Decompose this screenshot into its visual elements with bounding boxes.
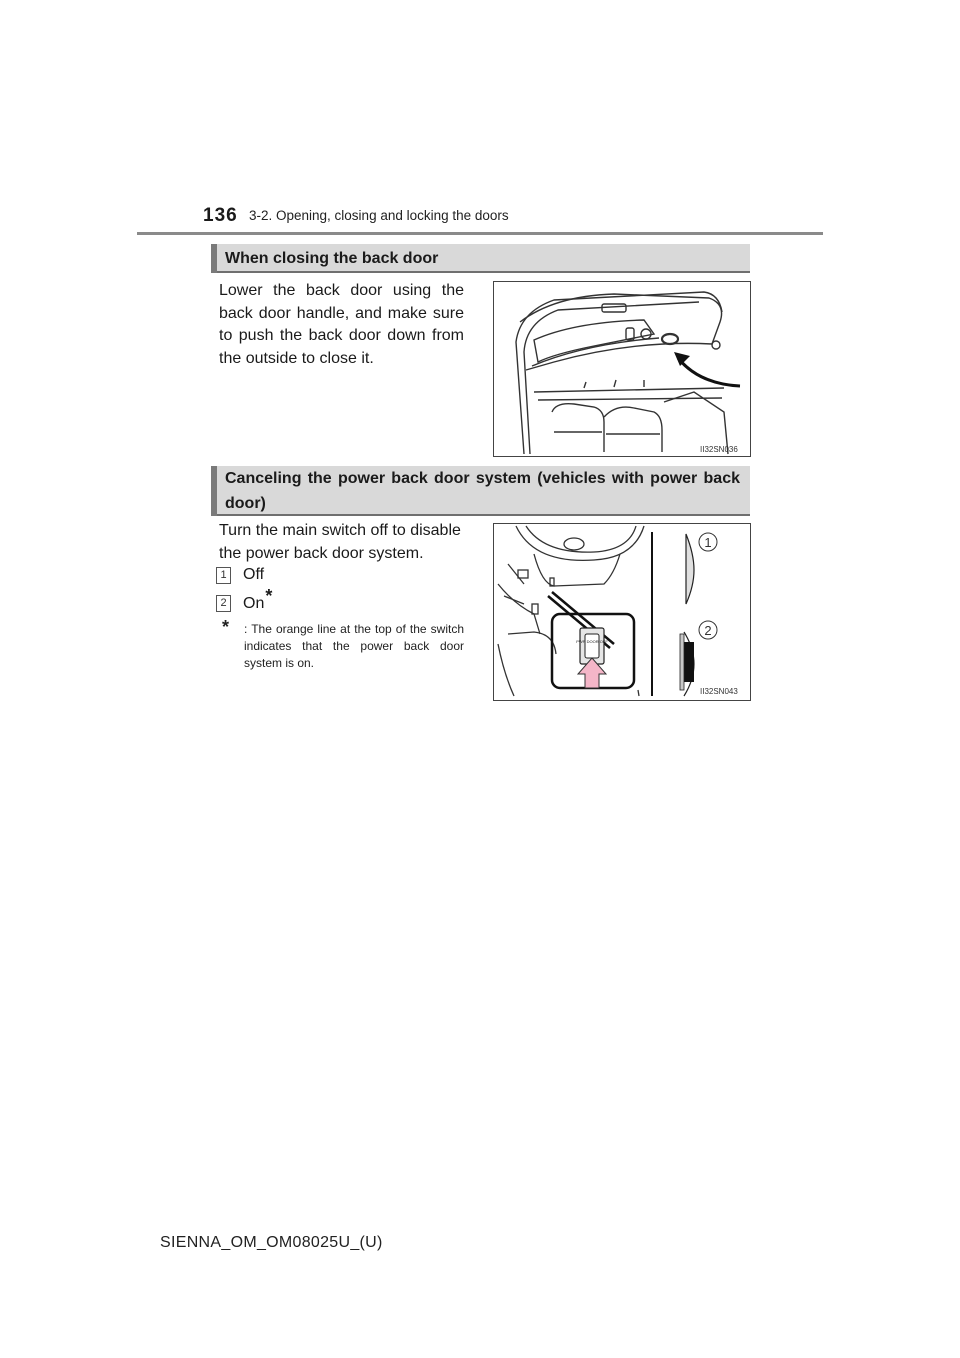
list-item-off [216,566,264,584]
callout-label: 1 [704,535,712,550]
asterisk-marker: * [265,586,273,606]
heading-underline [217,271,750,273]
heading-text: When closing the back door [225,250,439,267]
switch-label: PWR DOOR OFF [576,639,608,644]
heading-closing-back-door [211,244,750,273]
footnote-text: : The orange line at the top of the switch indicates that the power back door system is on. [244,622,464,670]
main-switch-illustration [493,523,751,701]
item-label: On [243,594,265,612]
back-door-drawing [494,282,750,456]
heading-text: Canceling the power back door system (vehicles with power back door) [225,470,740,512]
figure-code: II32SN036 [700,445,738,454]
main-switch-drawing [494,524,750,700]
heading-canceling-power-door [211,466,750,516]
footnote-marker: * [222,617,230,637]
back-door-illustration [493,281,751,457]
heading-underline [217,514,750,516]
section-title: 3-2. Opening, closing and locking the doors [249,208,509,223]
item-label: Off [243,566,265,583]
page-number: 136 [203,205,238,226]
callout-label: 2 [704,623,712,638]
item-number-badge: 2 [216,595,231,612]
document-id: SIENNA_OM_OM08025U_(U) [160,1234,383,1251]
figure-code: II32SN043 [700,687,738,696]
canceling-instructions: Turn the main switch off to disable the power back door system. [219,522,461,562]
item-number-badge: 1 [216,567,231,584]
footnote [222,617,464,672]
closing-instructions: Lower the back door using the back door handle, and make sure to push the back door down from the outside to close it. [219,282,464,367]
list-item-on [216,586,273,614]
header-rule [137,232,823,235]
